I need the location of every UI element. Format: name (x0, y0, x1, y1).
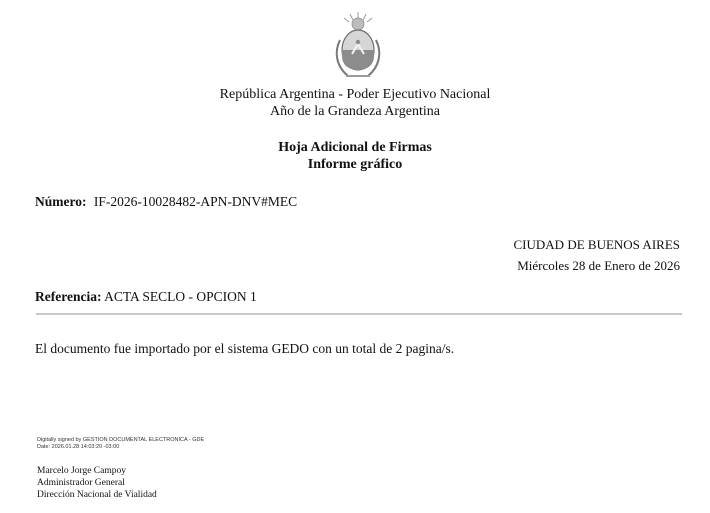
numero-value: IF-2026-10028482-APN-DNV#MEC (93, 194, 298, 209)
city: CIUDAD DE BUENOS AIRES (513, 237, 680, 252)
place-date-block (514, 234, 680, 276)
referencia-value: ACTA SECLO - OPCION 1 (104, 289, 257, 304)
title-line-2: Informe gráfico (307, 157, 403, 172)
title-line-1: Hoja Adicional de Firmas (278, 140, 432, 155)
signer-name: Marcelo Jorge Campoy (37, 466, 126, 476)
referencia-label: Referencia: (35, 289, 102, 304)
digital-signature-line-1: Digitally signed by GESTION DOCUMENTAL ELECTRONICA - GDE (37, 437, 205, 443)
divider (36, 313, 682, 315)
referencia-row (35, 289, 257, 305)
coat-of-arms-logo (330, 10, 386, 84)
header-line-1: República Argentina - Poder Ejecutivo Nacional (219, 87, 491, 102)
signer-block (37, 465, 157, 501)
digital-signature-stamp (37, 437, 204, 451)
numero-label: Número: (35, 194, 87, 209)
digital-signature-line-2: Date: 2026.01.28 14:03:20 -03:00 (37, 444, 120, 450)
date: Miércoles 28 de Enero de 2026 (517, 258, 680, 273)
header-line-2: Año de la Grandeza Argentina (269, 104, 440, 119)
government-header (0, 86, 710, 120)
numero-row (35, 194, 297, 210)
body-text: El documento fue importado por el sistema GEDO con un total de 2 pagina/s. (35, 341, 455, 356)
signer-role: Administrador General (37, 478, 125, 488)
document-title (0, 139, 710, 173)
signer-org: Dirección Nacional de Vialidad (37, 490, 157, 500)
